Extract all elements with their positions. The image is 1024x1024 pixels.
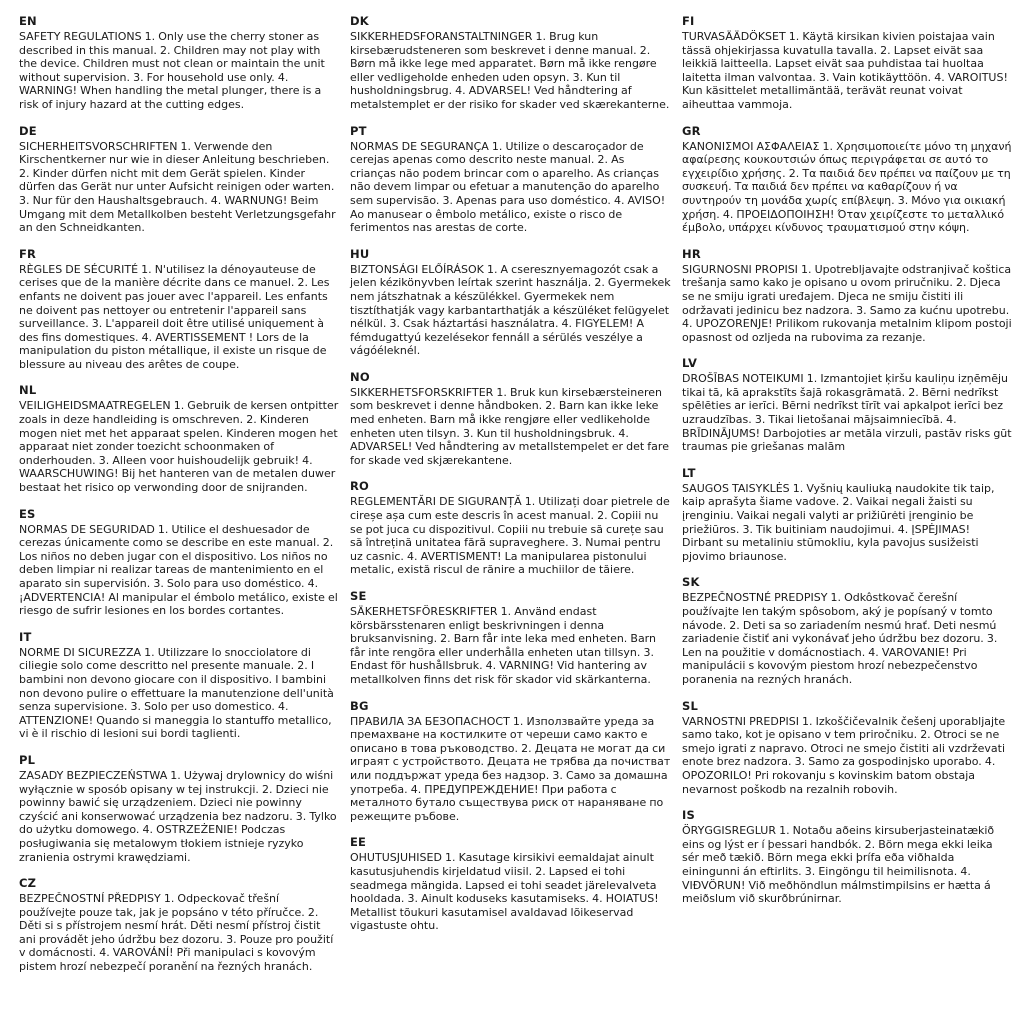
section-text: NORMAS DE SEGURIDAD 1. Utilice el deshuesador de cerezas únicamente como se describe en este manual. 2. Los niños no deben jugar con el dispositivo. Los niños no deben limpiar ni realizar tareas de mantenimiento en el aparato sin supervisión. 3. Solo para uso doméstico. 4. ¡ADVERTENCIA! Al manipular el émbolo metálico, existe el riesgo de sufrir lesiones en los bordes cortantes. — [19, 522, 338, 618]
section-it — [19, 630, 339, 741]
column-2 — [350, 14, 672, 945]
section-text: SAFETY REGULATIONS 1. Only use the cherry stoner as described in this manual. 2. Children may not play with the device. Children must not clean or maintain the unit without supervision. 3. For household use only. 4. WARNING! When handling the metal plunger, there is a risk of injury hazard at the cutting edges. — [19, 30, 325, 111]
section-gr — [682, 124, 1012, 235]
language-code: RO — [350, 479, 370, 494]
language-code: EE — [350, 835, 367, 850]
section-de — [19, 124, 339, 235]
section-text: ПРАВИЛА ЗА БЕЗОПАСНОСТ 1. Използвайте уреда за премахване на костилките от череши само както е описано в това ръководство. 2. Децата не могат да си играят с устройството. Децата не трябва да почистват или поддържат уреда без надзор. 3. Само за домашна употреба. 4. ПРЕДУПРЕЖДЕНИЕ! При работа с металното бутало съществува риск от нараняване по режещите ръбове. — [350, 714, 671, 823]
language-code: EN — [19, 14, 37, 28]
section-text: SICHERHEITSVORSCHRIFTEN 1. Verwende den Kirschentkerner nur wie in dieser Anleitung beschrieben. 2. Kinder dürfen nicht mit dem Gerät spielen. Kinder dürfen das Gerät nur unter Aufsicht reinigen oder warten. 3. Nur für den Haushaltsgebrauch. 4. WARNUNG! Beim Umgang mit dem Metallkolben besteht Verletzungsgefahr an den Schneidkanten. — [19, 139, 336, 235]
section-dk — [350, 14, 672, 112]
section-fi — [682, 14, 1012, 112]
section-fr — [19, 247, 339, 372]
section-text: DROŠĪBAS NOTEIKUMI 1. Izmantojiet ķiršu kauliņu izņēmēju tikai tā, kā aprakstīts šajā rokasgrāmatā. 2. Bērni nedrīkst spēlēties ar ierīci. Bērni nedrīkst tīrīt vai apkalpot ierīci bez uzraudzības. 3. Tikai lietošanai mājsaimniecībā. 4. BRĪDINĀJUMS! Darbojoties ar metāla virzuli, pastāv risks gūt traumas pie griešanas malām — [682, 372, 1012, 454]
section-text: SIGURNOSNI PROPISI 1. Upotrebljavajte odstranjivač koštica trešanja samo kako je opisano u ovom priručniku. 2. Djeca se ne smiju igrati uređajem. Djeca ne smiju čistiti ili održavati jedinicu bez nadzora. 3. Samo za kućnu upotrebu. 4. UPOZORENJE! Prilikom rukovanja metalnim klipom postoji opasnost od ozljeda na rubovima za rezanje. — [682, 262, 1012, 344]
section-text: SIKKERHEDSFORANSTALTNINGER 1. Brug kun kirsebærudsteneren som beskrevet i denne manual. 2. Børn må ikke lege med apparatet. Børn må ikke rengøre eller vedligeholde enheden uden opsyn. 3. Kun til husholdningsbrug. 4. ADVARSEL! Ved håndtering af metalstemplet er der risiko for skader ved skærekanterne. — [350, 30, 670, 111]
section-hu — [350, 247, 672, 358]
section-pl — [19, 753, 339, 864]
section-text: ZASADY BEZPIECZEŃSTWA 1. Używaj drylownicy do wiśni wyłącznie w sposób opisany w tej instrukcji. 2. Dzieci nie powinny bawić się urządzeniem. Dzieci nie powinny czyścić ani konserwować urządzenia bez nadzoru. 3. Tylko do użytku domowego. 4. OSTRZEŻENIE! Podczas posługiwania się metalowym tłokiem istnieje ryzyko zranienia ostrymi krawędziami. — [19, 768, 337, 864]
section-nl — [19, 383, 339, 494]
language-code: IT — [19, 629, 32, 644]
column-3 — [682, 14, 1012, 918]
section-text: BEZPEČNOSTNÍ PŘEDPISY 1. Odpeckovač třešní používejte pouze tak, jak je popsáno v této příručce. 2. Děti si s přístrojem nesmí hrát. Děti nesmí přístroj čistit ani provádět jeho údržbu bez dozoru. 3. Pouze pro použití v domácnosti. 4. VAROVÁNÍ! Při manipulaci s kovovým pistem hrozí nebezpečí poranění na řezných hranách. — [19, 892, 334, 974]
section-text: BEZPEČNOSTNÉ PREDPISY 1. Odkôstkovač čerešní používajte len takým spôsobom, aký je popísaný v tomto návode. 2. Deti sa so zariadením nesmú hrať. Deti nesmú zariadenie čistiť ani vykonávať jeho údržbu bez dozoru. 3. Len na použitie v domácnostiach. 4. VAROVANIE! Pri manipulácii s kovovým piestom hrozí nebezpečenstvo poranenia na rezných hranách. — [682, 591, 998, 686]
section-sl — [682, 699, 1012, 797]
section-lv — [682, 356, 1012, 454]
section-se — [350, 589, 672, 687]
column-1 — [19, 14, 339, 986]
section-ro — [350, 479, 672, 577]
language-code: NL — [19, 383, 37, 398]
language-code: DE — [19, 123, 37, 138]
section-text: REGLEMENTĂRI DE SIGURANȚĂ 1. Utilizați doar pietrele de cireșe așa cum este descris în acest manual. 2. Copiii nu se pot juca cu dispozitivul. Copiii nu trebuie să curețe sau să întrețină unitatea fără supraveghere. 3. Numai pentru uz casnic. 4. AVERTISMENT! La manipularea pistonului metalic, există riscul de rănire a muchiilor de tăiere. — [350, 495, 670, 577]
section-text: NORME DI SICUREZZA 1. Utilizzare lo snocciolatore di ciliegie solo come descritto nel presente manuale. 2. I bambini non devono giocare con il dispositivo. I bambini non devono pulire o effettuare la manutenzione dell'unità senza supervisione. 3. Solo per uso domestico. 4. ATTENZIONE! Quando si maneggia lo stantuffo metallico, vi è il rischio di lesioni sui bordi taglienti. — [19, 645, 334, 741]
section-is — [682, 808, 1012, 906]
language-code: LT — [682, 465, 696, 480]
language-code: SE — [350, 589, 367, 603]
section-cz — [19, 876, 339, 974]
language-code: NO — [350, 369, 370, 384]
section-text: SAUGOS TAISYKLĖS 1. Vyšnių kauliuką naudokite tik taip, kaip aprašyta šiame vadove. 2. Vaikai negali žaisti su įrenginiu. Vaikai negali valyti ar prižiūrėti įrenginio be priežiūros. 3. Tik buitiniam naudojimui. 4. ĮSPĖJIMAS! Dirbant su metaliniu stūmokliu, kyla pavojus susižeisti pjovimo briaunose. — [682, 481, 995, 563]
section-es — [19, 507, 339, 618]
section-ee — [350, 835, 672, 933]
language-code: SL — [682, 698, 699, 713]
section-text: TURVASÄÄDÖKSET 1. Käytä kirsikan kivien poistajaa vain tässä ohjekirjassa kuvatulla tavalla. 2. Lapset eivät saa leikkiä laitteella. Lapset eivät saa puhdistaa tai huoltaa laitetta ilman valvontaa. 3. Vain kotikäyttöön. 4. VAROITUS! Kun käsittelet metallimäntää, terävät reunat voivat aiheuttaa vammoja. — [682, 30, 1008, 111]
section-en — [19, 14, 339, 112]
section-text: NORMAS DE SEGURANÇA 1. Utilize o descaroçador de cerejas apenas como descrito neste manual. 2. As crianças não podem brincar com o aparelho. As crianças não devem limpar ou efetuar a manutenção do aparelho sem supervisão. 3. Apenas para uso doméstico. 4. AVISO! Ao manusear o êmbolo metálico, existe o risco de ferimentos nas arestas de corte. — [350, 139, 666, 235]
language-code: PT — [350, 123, 367, 138]
language-code: PL — [19, 752, 36, 767]
language-code: LV — [682, 356, 698, 371]
language-code: ES — [19, 506, 36, 521]
section-pt — [350, 124, 672, 235]
section-no — [350, 370, 672, 468]
language-code: FI — [682, 14, 695, 28]
language-code: HR — [682, 246, 701, 261]
language-code: CZ — [19, 876, 37, 891]
section-text: SIKKERHETSFORSKRIFTER 1. Bruk kun kirsebærsteineren som beskrevet i denne håndboken. 2. Barn kan ikke leke med enheten. Barn må ikke rengjøre eller vedlikeholde enheten uten tilsyn. 3. Kun til husholdningsbruk. 4. ADVARSEL! Ved håndtering av metallstempelet er det fare for skade ved skjærekantene. — [350, 385, 669, 467]
section-lt — [682, 466, 1012, 564]
language-code: GR — [682, 123, 701, 138]
section-text: OHUTUSJUHISED 1. Kasutage kirsikivi eemaldajat ainult kasutusjuhendis kirjeldatud viisil. 2. Lapsed ei tohi seadmega mängida. Lapsed ei tohi seadet järelevalveta hooldada. 3. Ainult koduseks kasutamiseks. 4. HOIATUS! Metallist tõukuri kasutamisel avaldavad lõikeservad vigastuste ohtu. — [350, 851, 659, 933]
language-code: DK — [350, 14, 369, 28]
section-text: BIZTONSÁGI ELŐÍRÁSOK 1. A cseresznyemagozót csak a jelen kézikönyvben leírtak szerint használja. 2. Gyermekek nem játszhatnak a készülékkel. Gyermekek nem tisztíthatják vagy karbantarthatják a készüléket felügyelet nélkül. 3. Csak háztartási használatra. 4. FIGYELEM! A fémdugattyú kezelésekor fennáll a sérülés veszélye a vágóéleknél. — [350, 262, 671, 358]
section-text: RÈGLES DE SÉCURITÉ 1. N'utilisez la dénoyauteuse de cerises que de la manière décrite dans ce manuel. 2. Les enfants ne doivent pas jouer avec l'appareil. Les enfants ne doivent pas nettoyer ou entretenir l'appareil sans surveillance. 3. L'appareil doit être utilisé uniquement à des fins domestiques. 4. AVERTISSEMENT ! Lors de la manipulation du piston métallique, il existe un risque de blessure au niveau des arêtes de coupe. — [19, 262, 330, 371]
language-code: BG — [350, 698, 369, 713]
section-text: ÖRYGGISREGLUR 1. Notaðu aðeins kirsuberjasteinatækið eins og lýst er í þessari handbók. 2. Börn mega ekki leika sér með tækið. Börn mega ekki þrífa eða viðhalda einingunni án eftirlits. 3. Eingöngu til heimilisnota. 4. VIÐVÖRUN! Við meðhöndlun málmstimpilsins er hætta á meiðslum við skurðbrúnirnar. — [682, 824, 995, 906]
language-code: FR — [19, 246, 37, 261]
section-text: VARNOSTNI PREDPISI 1. Izkoščičevalnik češenj uporabljajte samo tako, kot je opisano v tem priročniku. 2. Otroci se ne smejo igrati z napravo. Otroci ne smejo čistiti ali vzdrževati enote brez nadzora. 3. Samo za gospodinjsko uporabo. 4. OPOZORILO! Pri rokovanju s kovinskim batom obstaja nevarnost poškodb na rezalnih robovih. — [682, 714, 1006, 796]
section-bg — [350, 699, 672, 824]
section-hr — [682, 247, 1012, 345]
section-text: SÄKERHETSFÖRESKRIFTER 1. Använd endast körsbärsstenaren enligt beskrivningen i denna bruksanvisning. 2. Barn får inte leka med enheten. Barn får inte rengöra eller underhålla enheten utan tillsyn. 3. Endast för hushållsbruk. 4. VARNING! Vid hantering av metallkolven finns det risk för skador vid skärkanterna. — [350, 605, 656, 686]
language-code: IS — [682, 808, 695, 823]
language-code: SK — [682, 575, 700, 590]
section-text: ΚΑΝΟΝΙΣΜΟΙ ΑΣΦΑΛΕΙΑΣ 1. Χρησιμοποιείτε μόνο τη μηχανή αφαίρεσης κουκουτσιών όπως περιγράφεται σε αυτό το εγχειρίδιο χρήσης. 2. Τα παιδιά δεν πρέπει να παίζουν με τη συσκευή. Τα παιδιά δεν πρέπει να καθαρίζουν ή να συντηρούν τη μονάδα χωρίς επίβλεψη. 3. Μόνο για οικιακή χρήση. 4. ΠΡΟΕΙΔΟΠΟΙΗΣΗ! Όταν χειρίζεστε το μεταλλικό έμβολο, υπάρχει κίνδυνος τραυματισμού στην κόψη. — [682, 139, 1012, 235]
section-text: VEILIGHEIDSMAATREGELEN 1. Gebruik de kersen ontpitter zoals in deze handleiding is omschreven. 2. Kinderen mogen niet met het apparaat spelen. Kinderen mogen het apparaat niet zonder toezicht schoonmaken of onderhouden. 3. Alleen voor huishoudelijk gebruik! 4. WAARSCHUWING! Bij het hanteren van de metalen duwer bestaat het risico op verwonding door de snijranden. — [19, 399, 339, 495]
section-sk — [682, 575, 1012, 686]
language-code: HU — [350, 246, 370, 261]
